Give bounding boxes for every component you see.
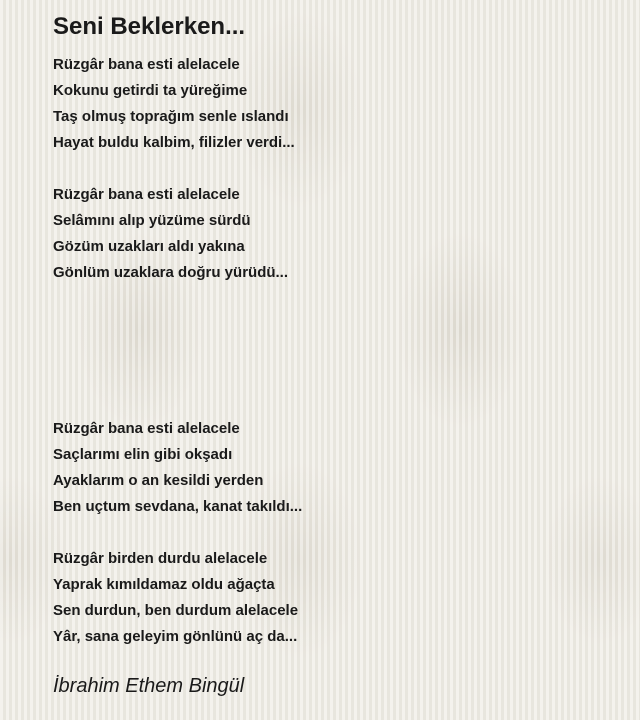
- poem-body: [53, 52, 613, 650]
- poem-line: Rüzgâr bana esti alelacele: [53, 420, 240, 437]
- poem-title: Seni Beklerken...: [53, 13, 246, 40]
- poem-line: Kokunu getirdi ta yüreğime: [53, 82, 248, 99]
- poem-author: İbrahim Ethem Bingül: [53, 675, 245, 697]
- poem-line: Rüzgâr birden durdu alelacele: [53, 550, 268, 567]
- poem-line: Taş olmuş toprağım senle ıslandı: [53, 108, 289, 125]
- poem-line: Yaprak kımıldamaz oldu ağaçta: [53, 576, 275, 593]
- stanza-2: [53, 182, 613, 286]
- poem-line: Ayaklarım o an kesildi yerden: [53, 472, 264, 489]
- poem-line: Selâmını alıp yüzüme sürdü: [53, 212, 251, 229]
- poem-page: [53, 12, 613, 700]
- poem-line: Gönlüm uzaklara doğru yürüdü...: [53, 264, 289, 281]
- stanza-3: [53, 416, 613, 520]
- poem-line: Gözüm uzakları aldı yakına: [53, 238, 245, 255]
- poem-line: Rüzgâr bana esti alelacele: [53, 186, 240, 203]
- poem-line: Yâr, sana geleyim gönlünü aç da...: [53, 628, 298, 645]
- poem-line: Hayat buldu kalbim, filizler verdi...: [53, 134, 295, 151]
- poem-line: Saçlarımı elin gibi okşadı: [53, 446, 233, 463]
- stanza-1: [53, 52, 613, 156]
- poem-line: Rüzgâr bana esti alelacele: [53, 56, 240, 73]
- poem-line: Sen durdun, ben durdum alelacele: [53, 602, 299, 619]
- poem-line: Ben uçtum sevdana, kanat takıldı...: [53, 498, 303, 515]
- stanza-4: [53, 546, 613, 650]
